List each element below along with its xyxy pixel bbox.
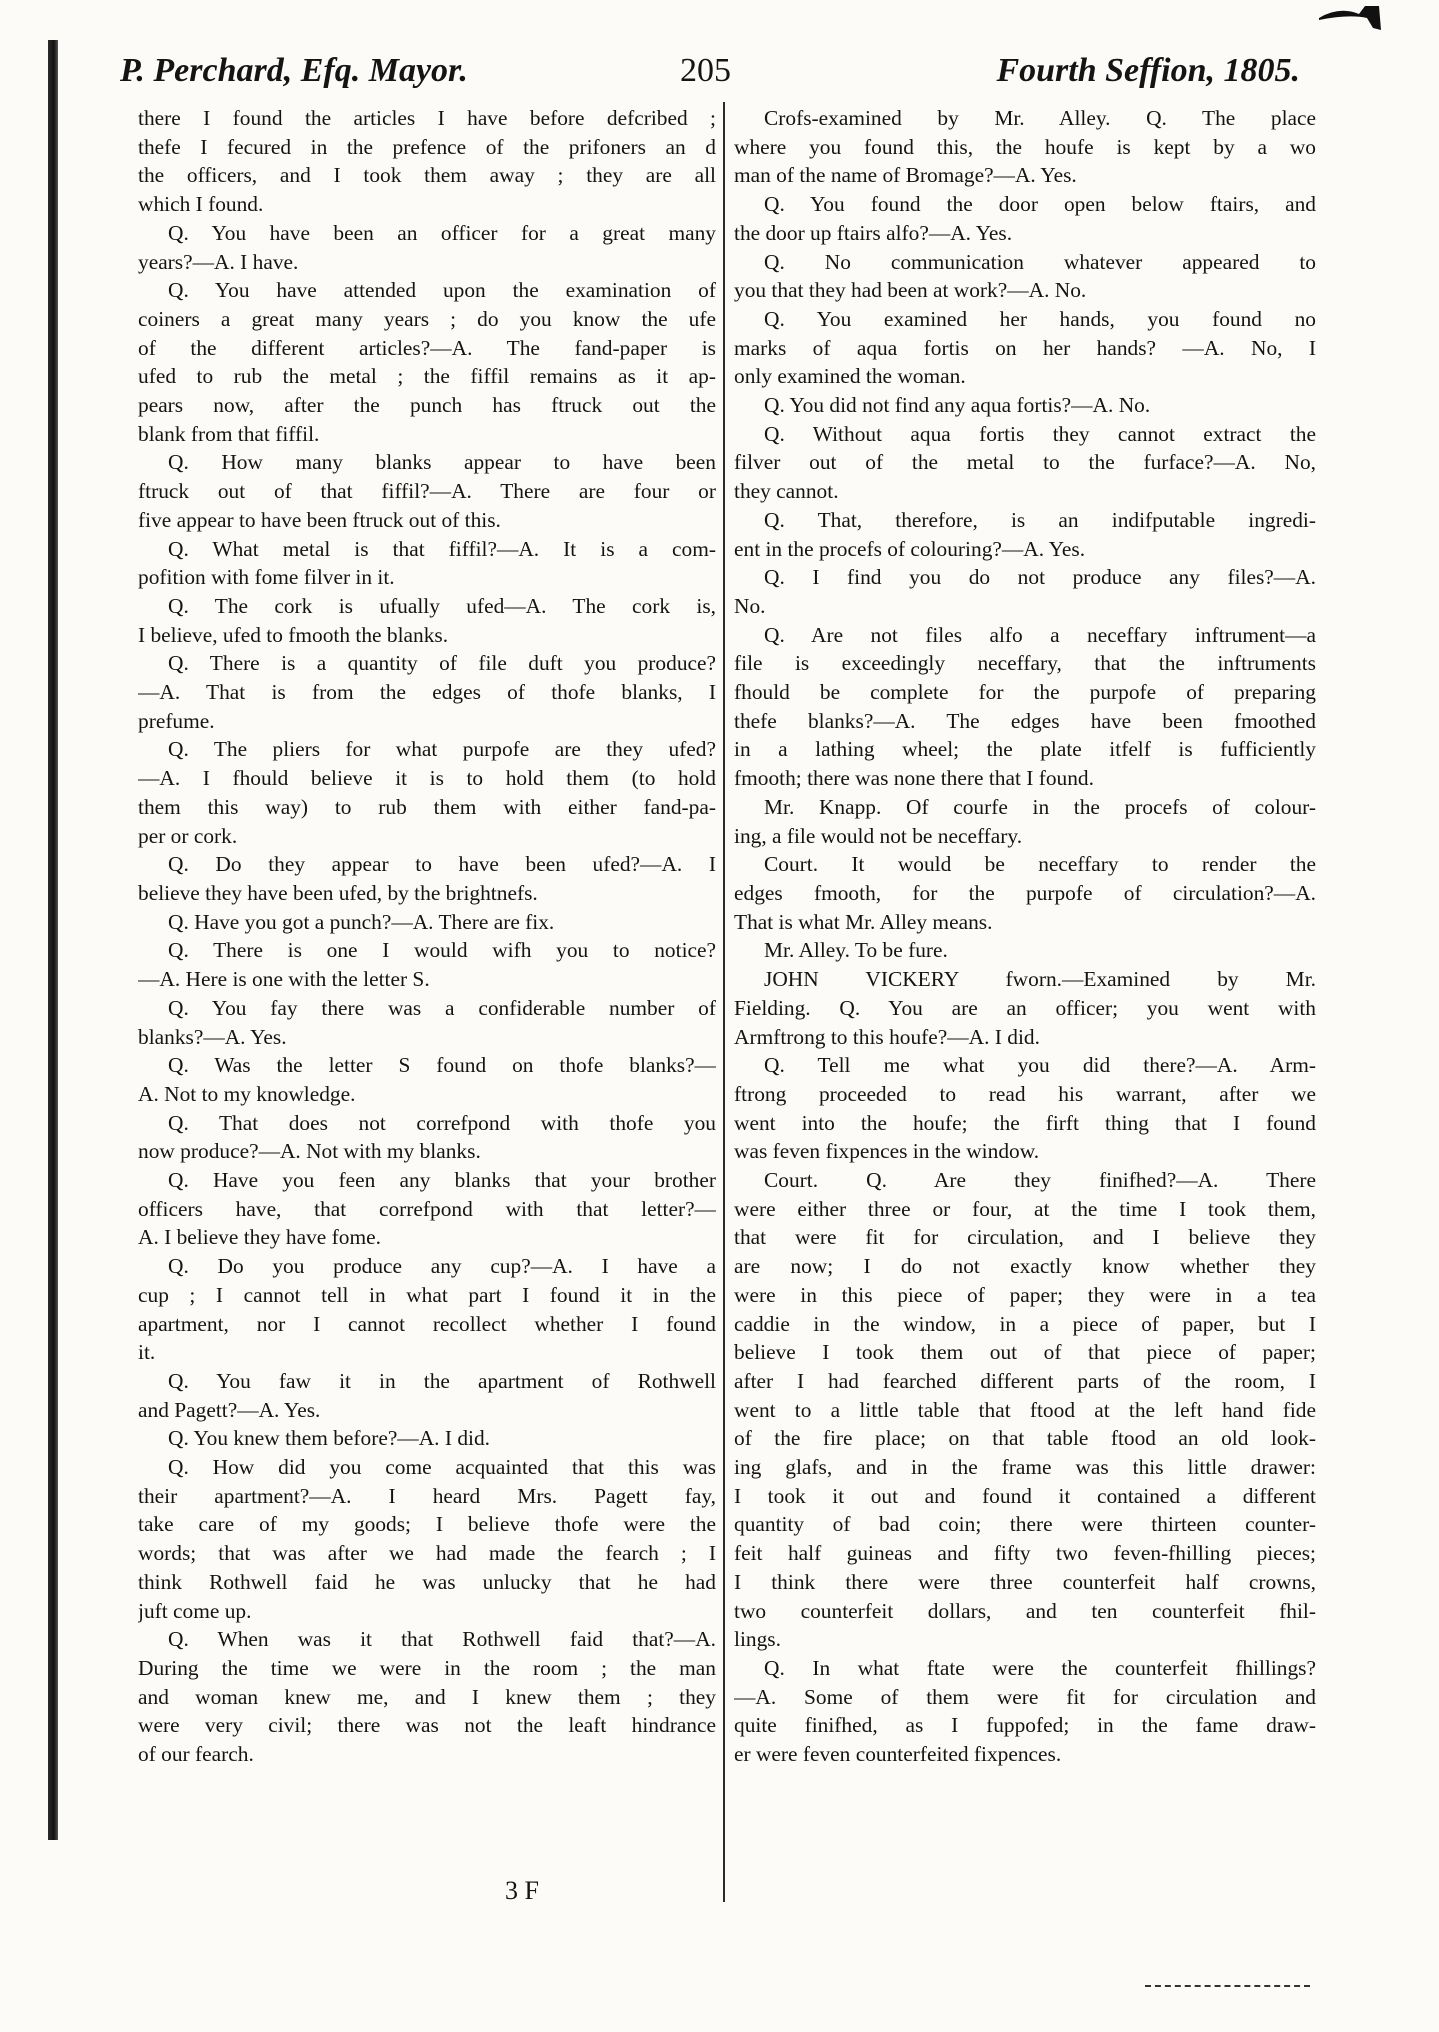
text-line: and woman knew me, and I knew them ; they [138, 1684, 716, 1709]
text-line: ent in the procefs of colouring?—A. Yes. [734, 536, 1086, 561]
text-line: Q. There is a quantity of file duft you produce? [168, 651, 716, 676]
header-right: Fourth Seffion, 1805. [996, 52, 1300, 89]
text-line: only examined the woman. [734, 364, 966, 389]
text-line: fmooth; there was none there that I found. [734, 766, 1094, 791]
text-line: prefume. [138, 708, 215, 733]
text-line: No. [734, 593, 766, 618]
text-line: them this way) to rub them with either fand-pa- [138, 794, 716, 819]
text-line: apartment, nor I cannot recollect whether I found [138, 1311, 716, 1336]
text-line: that were fit for circulation, and I believe they [734, 1225, 1316, 1250]
text-line: Court. Q. Are they finifhed?—A. There [764, 1168, 1316, 1193]
text-line: believe I took them out of that piece of paper; [734, 1340, 1316, 1365]
text-line: Q. You did not find any aqua fortis?—A. No. [764, 393, 1151, 418]
text-line: feit half guineas and fifty two feven-fhilling pieces; [734, 1541, 1316, 1566]
text-line: Q. That does not correfpond with thofe you [168, 1110, 716, 1135]
text-line: Q. The pliers for what purpofe are they ufed? [168, 737, 716, 762]
text-line: During the time we were in the room ; the man [138, 1655, 716, 1680]
text-line: ing glafs, and in the frame was this little drawer: [734, 1455, 1316, 1480]
text-line: are now; I do not exactly know whether they [734, 1254, 1316, 1279]
text-line: pofition with fome filver in it. [138, 565, 395, 590]
text-line: their apartment?—A. I heard Mrs. Pagett fay, [138, 1483, 716, 1508]
text-line: Q. Tell me what you did there?—A. Arm- [764, 1053, 1316, 1078]
text-line: Q. Without aqua fortis they cannot extract the [764, 421, 1316, 446]
text-line: Q. You have attended upon the examination of [168, 278, 716, 303]
text-line: Mr. Alley. To be fure. [764, 938, 948, 963]
text-line: Q. The cork is ufually ufed—A. The cork is, [168, 593, 716, 618]
text-line: I took it out and found it contained a different [734, 1483, 1316, 1508]
text-line: That is what Mr. Alley means. [734, 909, 993, 934]
text-line: Q. You examined her hands, you found no [764, 306, 1316, 331]
text-line: Q. Do you produce any cup?—A. I have a [168, 1254, 716, 1279]
text-line: er were feven counterfeited fixpences. [734, 1742, 1062, 1767]
text-line: A. I believe they have fome. [138, 1225, 381, 1250]
header-left: P. Perchard, Efq. Mayor. [120, 52, 468, 89]
text-line: marks of aqua fortis on her hands? —A. No, I [734, 335, 1316, 360]
text-line: cup ; I cannot tell in what part I found it in the [138, 1282, 716, 1307]
text-line: ftruck out of that fiffil?—A. There are four or [138, 479, 716, 504]
text-line: juft come up. [138, 1598, 252, 1623]
text-line: five appear to have been ftruck out of this. [138, 507, 501, 532]
text-line: I believe, ufed to fmooth the blanks. [138, 622, 449, 647]
text-line: went to a little table that ftood at the left hand fide [734, 1397, 1316, 1422]
text-line: Q. There is one I would wifh you to notice? [168, 938, 716, 963]
text-line: blank from that fiffil. [138, 421, 320, 446]
text-line: blanks?—A. Yes. [138, 1024, 287, 1049]
text-line: was feven fixpences in the window. [734, 1139, 1040, 1164]
text-line: thefe blanks?—A. The edges have been fmoothed [734, 708, 1316, 733]
text-line: which I found. [138, 192, 264, 217]
text-line: Q. How many blanks appear to have been [168, 450, 716, 475]
text-line: fhould be complete for the purpofe of preparing [734, 680, 1316, 705]
binding-edge [48, 40, 58, 1840]
text-line: Q. You knew them before?—A. I did. [168, 1426, 490, 1451]
text-line: the door up ftairs alfo?—A. Yes. [734, 220, 1013, 245]
text-line: Q. Have you feen any blanks that your brother [168, 1168, 716, 1193]
text-line: —A. Here is one with the letter S. [138, 967, 430, 992]
text-line: Q. You have been an officer for a great many [168, 220, 716, 245]
text-line: Q. You found the door open below ftairs, and [764, 192, 1316, 217]
signature-mark: 3 F [505, 1876, 539, 1905]
column-divider [723, 102, 725, 1902]
text-line: lings. [734, 1627, 781, 1652]
text-line: ing, a file would not be neceffary. [734, 823, 1023, 848]
text-line: —A. That is from the edges of thofe blanks, I [138, 680, 716, 705]
text-line: Q. Are not files alfo a neceffary inftrument—a [764, 622, 1316, 647]
text-line: ufed to rub the metal ; the fiffil remains as it ap- [138, 364, 716, 389]
text-line: you that they had been at work?—A. No. [734, 278, 1087, 303]
text-line: officers have, that correfpond with that letter?— [138, 1196, 716, 1221]
text-line: were in this piece of paper; they were in a tea [734, 1282, 1316, 1307]
text-line: Q. That, therefore, is an indifputable ingredi- [764, 507, 1316, 532]
text-line: —A. I fhould believe it is to hold them (to hold [138, 766, 716, 791]
text-line: pears now, after the punch has ftruck out the [138, 393, 716, 418]
text-line: Court. It would be neceffary to render the [764, 852, 1316, 877]
text-line: two counterfeit dollars, and ten counterfeit fhil- [734, 1598, 1316, 1623]
text-line: went into the houfe; the firft thing that I found [734, 1110, 1316, 1135]
footer-dashes [1145, 1985, 1310, 1987]
text-line: man of the name of Bromage?—A. Yes. [734, 163, 1077, 188]
text-line: in a lathing wheel; the plate itfelf is fufficiently [734, 737, 1316, 762]
text-line: Q. You faw it in the apartment of Rothwell [168, 1368, 716, 1393]
text-line: Mr. Knapp. Of courfe in the procefs of colour- [764, 794, 1316, 819]
text-line: thefe I fecured in the prefence of the prifoners an d [138, 134, 716, 159]
text-line: caddie in the window, in a piece of paper, but I [734, 1311, 1316, 1336]
text-line: per or cork. [138, 823, 238, 848]
text-line: ftrong proceeded to read his warrant, after we [734, 1081, 1316, 1106]
text-line: Q. When was it that Rothwell faid that?—A. [168, 1627, 716, 1652]
text-line: take care of my goods; I believe thofe were the [138, 1512, 716, 1537]
text-line: Q. In what ftate were the counterfeit fhillings? [764, 1655, 1316, 1680]
text-line: quantity of bad coin; there were thirteen counter- [734, 1512, 1316, 1537]
text-line: think Rothwell faid he was unlucky that he had [138, 1569, 716, 1594]
text-line: Q. Have you got a punch?—A. There are fix. [168, 909, 555, 934]
text-line: and Pagett?—A. Yes. [138, 1397, 321, 1422]
text-line: edges fmooth, for the purpofe of circulation?—A. [734, 880, 1316, 905]
text-line: of the different articles?—A. The fand-paper is [138, 335, 716, 360]
text-line: Crofs-examined by Mr. Alley. Q. The place [764, 106, 1316, 130]
text-line: Armftrong to this houfe?—A. I did. [734, 1024, 1040, 1049]
text-line: I think there were three counterfeit half crowns, [734, 1569, 1316, 1594]
text-line: there I found the articles I have before defcribed ; [138, 106, 716, 130]
text-line: believe they have been ufed, by the brightnefs. [138, 880, 538, 905]
text-line: words; that was after we had made the fearch ; I [138, 1541, 716, 1566]
text-line: now produce?—A. Not with my blanks. [138, 1139, 481, 1164]
text-line: Q. No communication whatever appeared to [764, 249, 1316, 274]
corner-mark [1319, 0, 1399, 40]
text-line: Q. Do they appear to have been ufed?—A. I [168, 852, 716, 877]
text-line: years?—A. I have. [138, 249, 299, 274]
text-line: were very civil; there was not the leaft hindrance [138, 1713, 716, 1738]
text-line: filver out of the metal to the furface?—A. No, [734, 450, 1316, 475]
text-line: Fielding. Q. You are an officer; you went with [734, 995, 1316, 1020]
left-column [138, 104, 716, 1769]
text-line: file is exceedingly neceffary, that the inftruments [734, 651, 1316, 676]
text-line: —A. Some of them were fit for circulation and [734, 1684, 1316, 1709]
text-line: they cannot. [734, 479, 839, 504]
text-line: Q. You fay there was a confiderable number of [168, 995, 716, 1020]
text-line: JOHN VICKERY fworn.—Examined by Mr. [764, 967, 1316, 992]
text-line: A. Not to my knowledge. [138, 1081, 356, 1106]
text-line: of our fearch. [138, 1742, 254, 1767]
text-line: Q. Was the letter S found on thofe blanks?— [168, 1053, 716, 1078]
running-header [120, 52, 1300, 98]
text-line: it. [138, 1340, 156, 1365]
right-column [734, 104, 1316, 1769]
text-line: Q. I find you do not produce any files?—A. [764, 565, 1316, 590]
text-line: Q. How did you come acquainted that this was [168, 1455, 716, 1480]
text-line: quite finifhed, as I fuppofed; in the fame draw- [734, 1713, 1316, 1738]
text-line: after I had fearched different parts of the room, I [734, 1368, 1316, 1393]
text-line: of the fire place; on that table ftood an old look- [734, 1426, 1316, 1451]
text-line: Q. What metal is that fiffil?—A. It is a com- [168, 536, 716, 561]
page-number: 205 [680, 52, 731, 89]
text-line: where you found this, the houfe is kept by a wo [734, 134, 1316, 159]
text-line: the officers, and I took them away ; they are all [138, 163, 716, 188]
text-line: coiners a great many years ; do you know the ufe [138, 306, 716, 331]
text-line: were either three or four, at the time I took them, [734, 1196, 1316, 1221]
